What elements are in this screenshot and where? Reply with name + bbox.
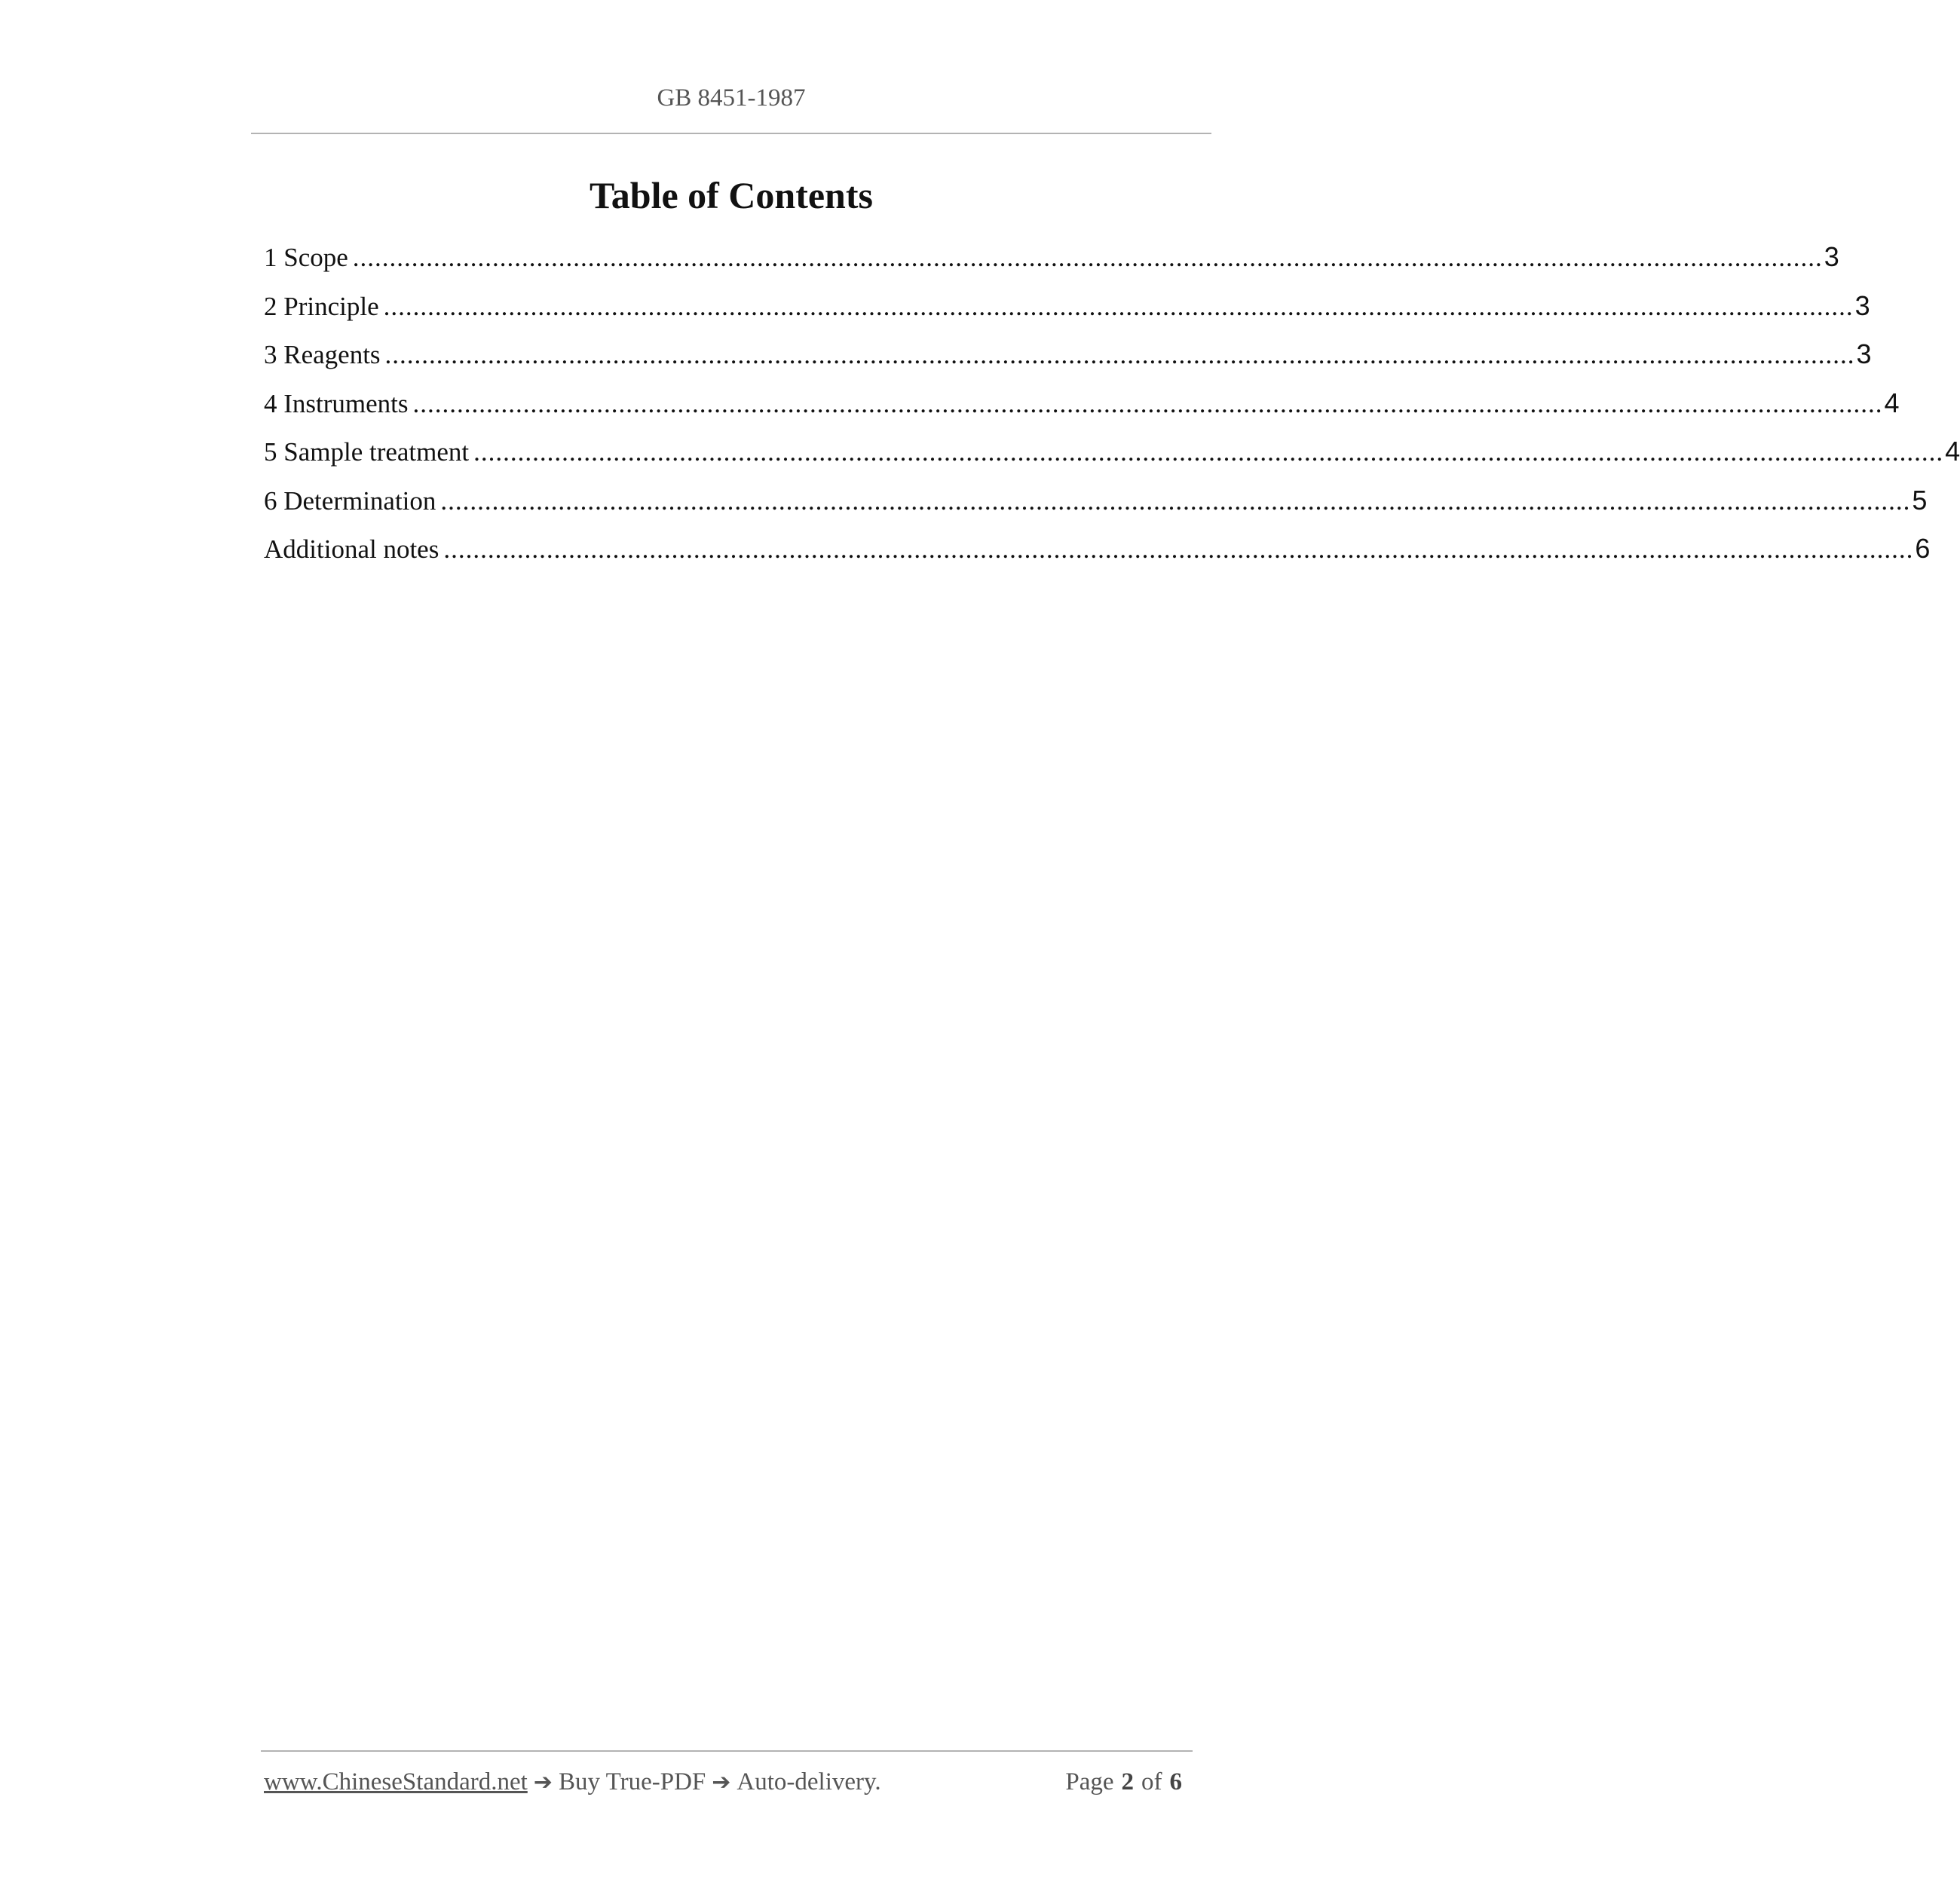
toc-entry-instruments[interactable] <box>264 387 1900 436</box>
buy-text: Buy True-PDF <box>558 1768 706 1795</box>
toc-entry-additional-notes[interactable] <box>264 533 1931 582</box>
toc-leader-dots: ........................................................................................................................................................................................................ <box>443 534 1914 564</box>
toc-entry-page: 6 <box>1915 533 1931 564</box>
toc-leader-dots: ........................................................................................................................................................................................................ <box>383 291 1854 321</box>
toc-entry-page: 3 <box>1856 338 1872 369</box>
footer-divider <box>261 1750 1193 1752</box>
toc-leader-dots: ........................................................................................................................................................................................................ <box>412 388 1883 418</box>
site-link[interactable]: www.ChineseStandard.net <box>264 1768 528 1795</box>
toc-entry-page: 3 <box>1824 241 1839 272</box>
toc-entry-page: 3 <box>1854 289 1870 321</box>
header-divider <box>251 133 1211 134</box>
toc-entry-label: 6 Determination <box>264 485 436 516</box>
running-header: GB 8451-1987 <box>657 84 806 112</box>
current-page-number: 2 <box>1121 1768 1134 1795</box>
right-arrow-icon: ➔ <box>712 1769 731 1795</box>
page-word: Page <box>1065 1768 1114 1795</box>
toc-leader-dots: ........................................................................................................................................................................................................ <box>384 340 1855 369</box>
total-pages-number: 6 <box>1169 1768 1182 1795</box>
of-word: of <box>1141 1768 1162 1795</box>
toc-list <box>264 241 1960 582</box>
toc-entry-label: 4 Instruments <box>264 388 409 418</box>
toc-entry-label: 5 Sample treatment <box>264 437 470 467</box>
toc-leader-dots: ........................................................................................................................................................................................................ <box>440 485 1911 516</box>
toc-entry-sample-treatment[interactable] <box>264 436 1960 485</box>
toc-entry-determination[interactable] <box>264 484 1928 534</box>
toc-entry-scope[interactable] <box>264 241 1839 290</box>
toc-entry-label: 3 Reagents <box>264 340 381 369</box>
toc-entry-label: 1 Scope <box>264 243 348 272</box>
toc-entry-page: 5 <box>1912 484 1928 516</box>
delivery-text: Auto-delivery. <box>737 1768 881 1795</box>
toc-entry-label: 2 Principle <box>264 291 379 321</box>
toc-title: Table of Contents <box>590 174 873 216</box>
right-arrow-icon: ➔ <box>533 1769 553 1795</box>
footer-promo <box>264 1768 881 1796</box>
toc-entry-page: 4 <box>1945 436 1960 467</box>
page-indicator <box>1065 1768 1190 1796</box>
toc-entry-label: Additional notes <box>264 534 439 564</box>
toc-entry-reagents[interactable] <box>264 338 1872 387</box>
toc-entry-page: 4 <box>1884 387 1900 418</box>
toc-leader-dots: ........................................................................................................................................................................................................ <box>352 243 1823 272</box>
toc-entry-principle[interactable] <box>264 289 1870 339</box>
toc-leader-dots: ........................................................................................................................................................................................................ <box>473 437 1944 467</box>
